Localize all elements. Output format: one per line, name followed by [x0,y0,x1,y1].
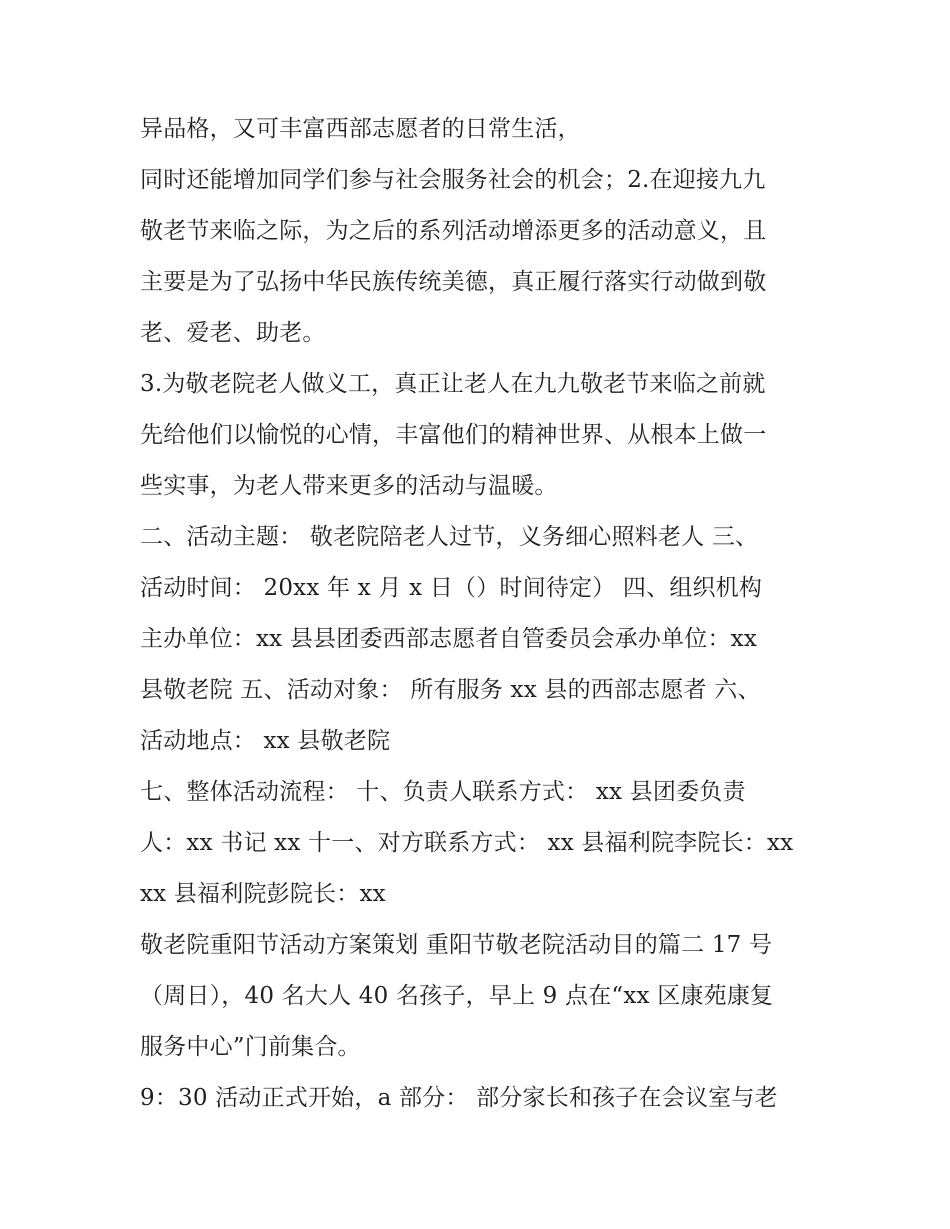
text-line: 异品格，又可丰富西部志愿者的日常生活， [140,116,581,142]
text-line: （周日），40 名大人 40 名孩子，早上 9 点在“xx 区康苑康复 [140,983,774,1009]
text-line: xx 县福利院彭院长：xx [140,881,386,907]
text-line: 服务中心”门前集合。 [140,1034,361,1060]
text-line: 人：xx 书记 xx 十一、对方联系方式： xx 县福利院李院长：xx [140,830,794,856]
text-line: 敬老院重阳节活动方案策划 重阳节敬老院活动目的篇二 17 号 [140,932,773,958]
text-line: 主要是为了弘扬中华民族传统美德，真正履行落实行动做到敬 [140,269,767,295]
text-line: 老、爱老、助老。 [140,320,326,346]
text-line: 3.为敬老院老人做义工，真正让老人在九九敬老节来临之前就 [140,371,766,397]
text-line: 活动时间： 20xx 年 x 月 x 日（）时间待定） 四、组织机构 [140,575,763,601]
body-text [140,104,830,1124]
text-line: 二、活动主题： 敬老院陪老人过节，义务细心照料老人 三、 [140,524,759,550]
text-line: 活动地点： xx 县敬老院 [140,728,391,754]
text-line: 先给他们以愉悦的心情，丰富他们的精神世界、从根本上做一 [140,422,767,448]
text-line: 9：30 活动正式开始，a 部分： 部分家长和孩子在会议室与老 [140,1085,778,1111]
text-line: 七、整体活动流程： 十、负责人联系方式： xx 县团委负责 [140,779,746,805]
text-line: 县敬老院 五、活动对象： 所有服务 xx 县的西部志愿者 六、 [140,677,761,703]
text-line: 敬老节来临之际，为之后的系列活动增添更多的活动意义，且 [140,218,767,244]
text-line: 同时还能增加同学们参与社会服务社会的机会；2.在迎接九九 [140,167,766,193]
text-line: 些实事，为老人带来更多的活动与温暖。 [140,473,558,499]
text-line: 主办单位：xx 县县团委西部志愿者自管委员会承办单位：xx [140,626,757,652]
